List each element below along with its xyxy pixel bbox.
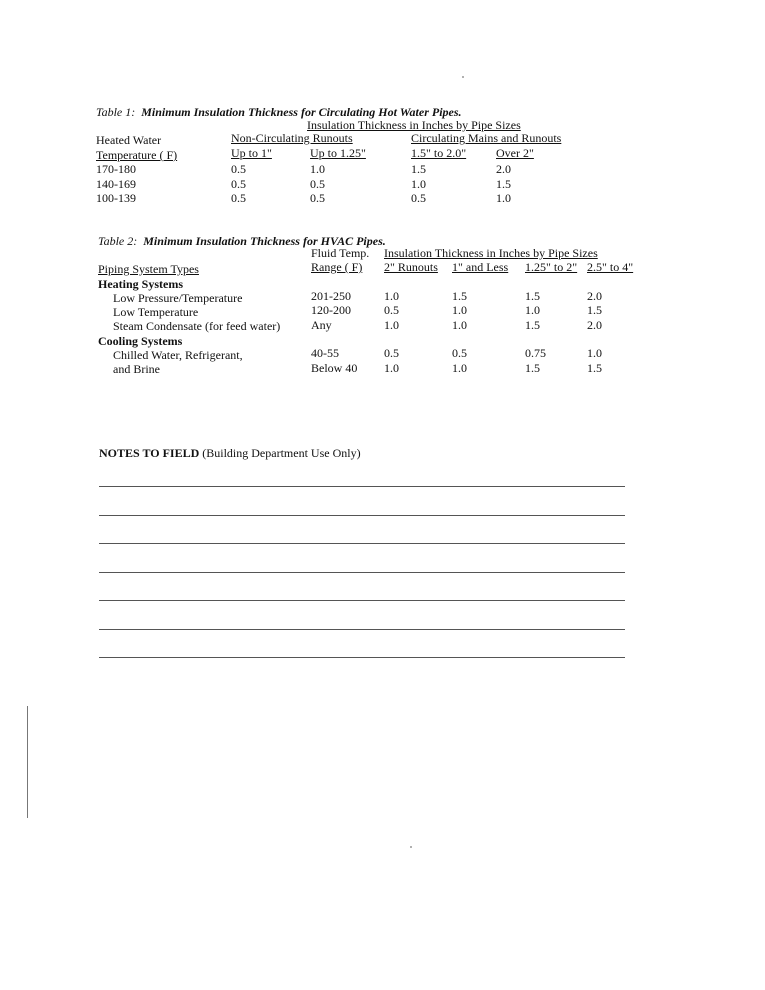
table1-subheader: 1.5" to 2.0" xyxy=(411,146,467,160)
table1-cell: 1.5 xyxy=(496,177,511,191)
table1-cell: 0.5 xyxy=(310,177,325,191)
table2-cell: Low Temperature xyxy=(113,305,199,319)
table1-caption-label: Table 1: xyxy=(96,105,136,119)
table2-cell: 120-200 xyxy=(311,303,351,317)
table2-cell: 40-55 xyxy=(311,346,339,360)
scan-speck xyxy=(410,846,412,848)
table2-subheader: 1" and Less xyxy=(452,260,509,274)
table2-cell: 1.0 xyxy=(384,361,399,375)
table1-cell: 140-169 xyxy=(96,177,136,191)
table2-spanner-header: Insulation Thickness in Inches by Pipe Sizes xyxy=(384,246,598,260)
table1-subheader: Over 2" xyxy=(496,146,534,160)
table2-cell: 1.0 xyxy=(587,346,602,360)
notes-blank-line xyxy=(99,600,625,601)
notes-subtitle: (Building Department Use Only) xyxy=(202,446,361,460)
table2-caption-title: Minimum Insulation Thickness for HVAC Pipes. xyxy=(143,234,386,248)
table2-cell: Steam Condensate (for feed water) xyxy=(113,319,281,333)
table1-cell: 2.0 xyxy=(496,162,511,176)
table2-cell: Below 40 xyxy=(311,361,358,375)
table1-group-header-circ: Circulating Mains and Runouts xyxy=(411,131,562,145)
table1-subheader: Up to 1.25" xyxy=(310,146,366,160)
table1-spanner-header: Insulation Thickness in Inches by Pipe Sizes xyxy=(307,118,521,132)
notes-title: NOTES TO FIELD xyxy=(99,446,200,460)
notes-blank-line xyxy=(99,515,625,516)
table2-cell: 1.5 xyxy=(587,303,602,317)
table2-cell: 0.5 xyxy=(452,346,467,360)
table2-subheader: 1.25" to 2" xyxy=(525,260,578,274)
table1-cell: 1.0 xyxy=(411,177,426,191)
table1-cell: 0.5 xyxy=(310,191,325,205)
table2-cell: 1.5 xyxy=(452,289,467,303)
table2-heating-section-title: Heating Systems xyxy=(98,277,183,291)
table1-col0-header-line2: Temperature ( F) xyxy=(96,148,178,162)
table2-cell: 1.5 xyxy=(525,318,540,332)
table1-cell: 170-180 xyxy=(96,162,136,176)
table1-cell: 1.0 xyxy=(310,162,325,176)
table1-cell: 0.5 xyxy=(411,191,426,205)
table2-cell: 1.0 xyxy=(452,318,467,332)
table2-col0-header: Piping System Types xyxy=(98,262,199,276)
table2-cell: 1.0 xyxy=(384,289,399,303)
table1-subheader: Up to 1" xyxy=(231,146,272,160)
table1-caption-title: Minimum Insulation Thickness for Circulating Hot Water Pipes. xyxy=(141,105,462,119)
notes-heading xyxy=(99,446,361,460)
table1-col0-header-line1: Heated Water xyxy=(96,133,162,147)
notes-blank-line xyxy=(99,543,625,544)
table2-fluid-header-line1: Fluid Temp. xyxy=(311,246,370,260)
scan-edge-mark xyxy=(27,706,28,818)
table2-subheader: 2.5" to 4" xyxy=(587,260,634,274)
table1-cell: 0.5 xyxy=(231,162,246,176)
table2-cell: and Brine xyxy=(113,362,160,376)
table2-cell: 2.0 xyxy=(587,289,602,303)
table2-cell: 1.5 xyxy=(587,361,602,375)
notes-blank-line xyxy=(99,629,625,630)
table2-cell: Any xyxy=(311,318,332,332)
table2-cell: 1.5 xyxy=(525,361,540,375)
table2-cell: 1.0 xyxy=(452,361,467,375)
table1-cell: 0.5 xyxy=(231,177,246,191)
table2-cell: 1.5 xyxy=(525,289,540,303)
table2-caption-label: Table 2: xyxy=(98,234,138,248)
table1-caption xyxy=(96,105,462,119)
table2-fluid-header-line2: Range ( F) xyxy=(311,260,363,274)
notes-blank-line xyxy=(99,572,625,573)
table1-cell: 0.5 xyxy=(231,191,246,205)
table1-group-header-noncirc: Non-Circulating Runouts xyxy=(231,131,353,145)
table2-cooling-section-title: Cooling Systems xyxy=(98,334,183,348)
table2-cell: 2.0 xyxy=(587,318,602,332)
table2-cell: 1.0 xyxy=(525,303,540,317)
table1-cell: 1.5 xyxy=(411,162,426,176)
table2-subheader: 2" Runouts xyxy=(384,260,438,274)
table1-cell: 1.0 xyxy=(496,191,511,205)
table1-cell: 100-139 xyxy=(96,191,136,205)
table2-cell: 0.75 xyxy=(525,346,546,360)
table2-cell: 0.5 xyxy=(384,346,399,360)
notes-blank-line xyxy=(99,657,625,658)
table2-cell: 1.0 xyxy=(452,303,467,317)
notes-blank-line xyxy=(99,486,625,487)
table2-cell: 1.0 xyxy=(384,318,399,332)
table2-cell: 0.5 xyxy=(384,303,399,317)
scan-speck xyxy=(462,76,464,78)
table2-cell: Chilled Water, Refrigerant, xyxy=(113,348,243,362)
table2-cell: Low Pressure/Temperature xyxy=(113,291,243,305)
table2-cell: 201-250 xyxy=(311,289,351,303)
